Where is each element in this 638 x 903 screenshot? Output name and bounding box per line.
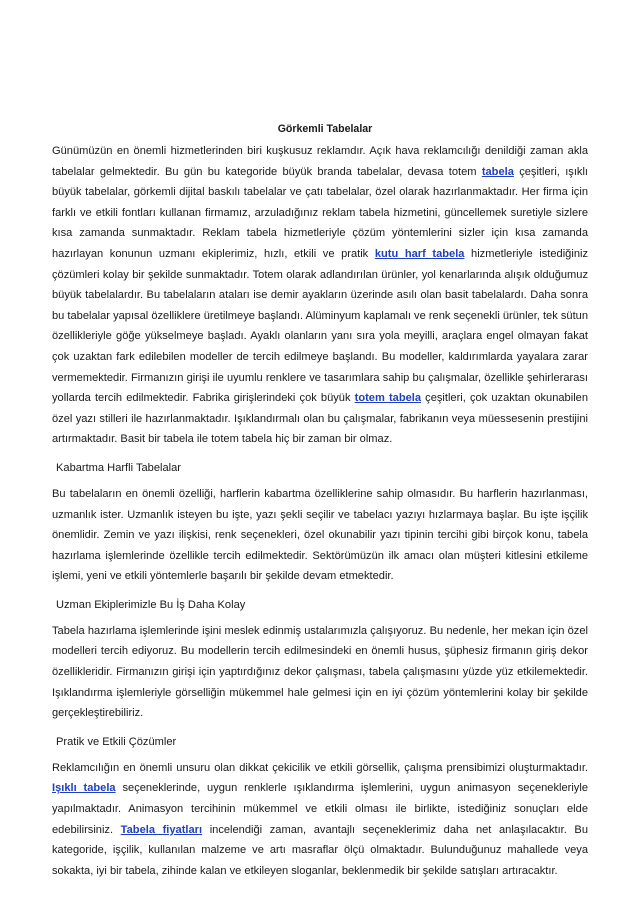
link-tabela[interactable]: tabela	[481, 165, 514, 178]
paragraph-text: çeşitleri, ışıklı büyük tabelalar, görkemli dijital baskılı tabelalar ve çatı tabelalar, özel olarak hazırlanmaktadır. Her firma için farklı ve etkili fontları kullanan firmamız, arzuladığınız reklam tabela hizmetini, güncellemek suretiyle sizlere kısa zamanda sunmaktadır. Reklam tabela hizmetleriyle çözüm yöntemlerini sizler için kısa zamanda hazırlayan konunun uzmanı ekiplerimiz, hızlı, etkili ve pratik	[52, 165, 589, 260]
link-isikli-tabela[interactable]: Işıklı tabela	[52, 782, 116, 795]
paragraph-text: hizmetleriyle istediğiniz çözümleri kolay bir şekilde sunmaktadır. Totem olarak adlandırılan ürünler, yol kenarlarında alışık olduğumuz büyük tabelalardır. Bu tabelaların ataları ise demir ayakların üzerinde asılı olan basit tabelalardı. Daha sonra bu tabelalar yapısal özelliklere üretilmeye başlandı. Alüminyum kaplamalı ve renk seçenekli ürünler, tek sütun özellikleriyle göğe yükselmeye başladı. Ayaklı olanların yanı sıra yola meyilli, araçlara engel olmayan fakat çok uzaktan fark edilebilen modeller de tercih edilmeye başlandı. Bu modeller, kaldırımlarda yayalara zarar vermemektedir. Firmanızın girişi ile uyumlu renklere ve tasarımlara sahip bu çalışmalar, özellikle şehirlerarası yollarda tercih edilmektedir. Fabrika girişlerindeki çok büyük	[52, 247, 589, 405]
paragraph-intro	[52, 141, 588, 450]
paragraph-text: Reklamcılığın en önemli unsuru olan dikkat çekicilik ve etkili görsellik, çalışma prensibimizi oluşturmaktadır.	[52, 761, 588, 774]
section-heading-pratik: Pratik ve Etkili Çözümler	[56, 735, 177, 748]
paragraph-text: Günümüzün en önemli hizmetlerinden biri kuşkusuz reklamdır. Açık hava reklamcılığı denildiği zaman akla tabelalar gelmektedir. Bu gün bu kategoride büyük branda tabelalar, devasa totem	[52, 145, 588, 178]
document-page	[52, 122, 588, 881]
paragraph-text: incelendiği zaman, avantajlı seçeneklerimiz daha net anlaşılacaktır. Bu kategoride, işçilik, kullanılan malzeme ve artı masraflar ölçü olmaktadır. Bulunduğunuz mahallede veya sokakta, iyi bir tabela, zihinde kalan ve etkileyen sloganlar, beklenmedik bir şekilde satışları artıracaktır.	[52, 823, 589, 877]
link-totem-tabela[interactable]: totem tabela	[354, 392, 422, 405]
paragraph-pratik	[52, 758, 588, 882]
document-title: Görkemli Tabelalar	[277, 123, 373, 135]
paragraph-uzman: Tabela hazırlama işlemlerinde işini meslek edinmiş ustalarımızla çalışıyoruz. Bu nedenle, her mekan için özel modelleri tercih ediyoruz. Bu modellerin tercih edilmesindeki en önemli husus, şüphesiz firmanın giriş dekor özellikleridir. Firmanızın girişi için yaptırdığınız dekor çalışması, tabela çalışmasını yüzde yüz etkilemektedir. Işıklandırma işlemleriyle görselliğin mükemmel hale gelmesi için en iyi çözüm yöntemlerini kolay bir şekilde gerçekleştirebiliriz.	[52, 624, 588, 720]
paragraph-text: çeşitleri, çok uzaktan okunabilen özel yazı stilleri ile hazırlanmaktadır. Işıklandırmalı olan bu çalışmalar, fabrikanın veya müessesenin prestijini artırmaktadır. Basit bir tabela ile totem tabela hiç bir zaman bir olmaz.	[52, 392, 588, 446]
section-heading-uzman: Uzman Ekiplerimizle Bu İş Daha Kolay	[56, 598, 246, 611]
section-heading-kabartma: Kabartma Harfli Tabelalar	[56, 461, 181, 474]
link-tabela-fiyatlari[interactable]: Tabela fiyatları	[120, 823, 203, 836]
link-kutu-harf-tabela[interactable]: kutu harf tabela	[374, 247, 465, 260]
paragraph-text: seçeneklerinde, uygun renklerle ışıklandırma işlemlerini, uygun animasyon seçenekleriyle yapılmaktadır. Animasyon tercihinin mükemmel ve etkili olması ile birlikte, istediğiniz sonuçları elde edebilirsiniz.	[52, 782, 588, 836]
paragraph-kabartma: Bu tabelaların en önemli özelliği, harflerin kabartma özelliklerine sahip olmasıdır. Bu harflerin hazırlanması, uzmanlık ister. Uzmanlık isteyen bu işte, yazı şekli seçilir ve tabelacı yazıyı hızlarmaya başlar. Bu işte işçilik önemlidir. Zemin ve yazı ilişkisi, renk seçenekleri, özel okunabilir yazı tipinin tercihi gibi birçok konu, tabela hazırlama işlemlerinde özellikle tercih edilmektedir. Sektörümüzün ilk amacı olan müşteri kitlesini etkileme işlemi, yeni ve etkili yöntemlerle başarılı bir şekilde devam etmektedir.	[52, 487, 588, 583]
